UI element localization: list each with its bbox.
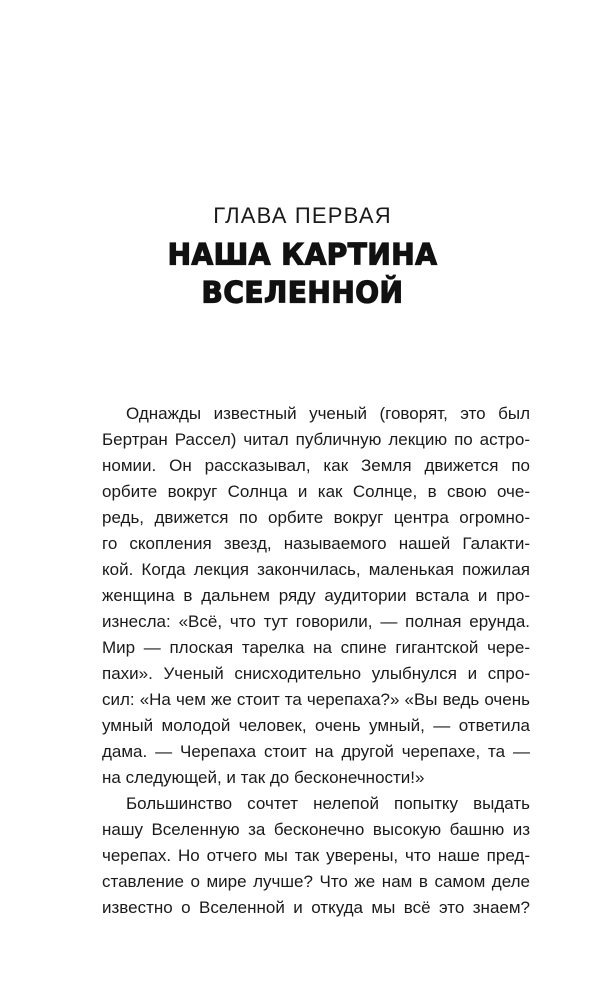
paragraph-2	[102, 791, 530, 921]
text-line: редь, движется по орбите вокруг центра огромно-	[102, 508, 530, 527]
text-line: ставление о мире лучше? Что же нам в самом деле	[102, 872, 530, 891]
text-line: женщина в дальнем ряду аудитории встала и про-	[102, 586, 530, 605]
chapter-label: ГЛАВА ПЕРВАЯ	[213, 203, 392, 228]
text-line: Мир — плоская тарелка на спине гигантской чере-	[102, 638, 530, 657]
text-line: орбите вокруг Солнца и как Солнце, в свою оче-	[102, 482, 530, 501]
text-line: изнесла: «Всё, что тут говорили, — полная ерунда.	[102, 612, 530, 631]
text-line: черепах. Но отчего мы так уверены, что наше пред-	[102, 846, 530, 865]
chapter-title-line-1: НАША КАРТИНА	[167, 237, 438, 272]
text-line: Однажды известный ученый (говорят, это был	[126, 404, 530, 423]
text-line: умный молодой человек, очень умный, — ответила	[102, 716, 530, 735]
text-line: сил: «На чем же стоит та черепаха?» «Вы ведь очень	[102, 690, 530, 709]
text-line: Бертран Рассел) читал публичную лекцию по астро-	[102, 430, 530, 449]
text-line: кой. Когда лекция закончилась, маленькая пожилая	[102, 560, 530, 579]
text-line: Большинство сочтет нелепой попытку выдать	[126, 794, 530, 813]
text-line: го скопления звезд, называемого нашей Галакти-	[102, 534, 530, 553]
text-line: известно о Вселенной и откуда мы всё это знаем?	[102, 898, 530, 917]
text-line: на следующей, и так до бесконечности!»	[102, 768, 425, 787]
body-text	[102, 401, 530, 921]
paragraph-1	[102, 401, 530, 791]
text-line: номии. Он рассказывал, как Земля движется по	[102, 456, 530, 475]
text-line: дама. — Черепаха стоит на другой черепахе, та —	[102, 742, 530, 761]
chapter-title-line-2: ВСЕЛЕННОЙ	[201, 275, 404, 310]
text-line: нашу Вселенную за бесконечно высокую башню из	[102, 820, 530, 839]
text-line: пахи». Ученый снисходительно улыбнулся и спро-	[102, 664, 530, 683]
chapter-title	[0, 236, 605, 312]
